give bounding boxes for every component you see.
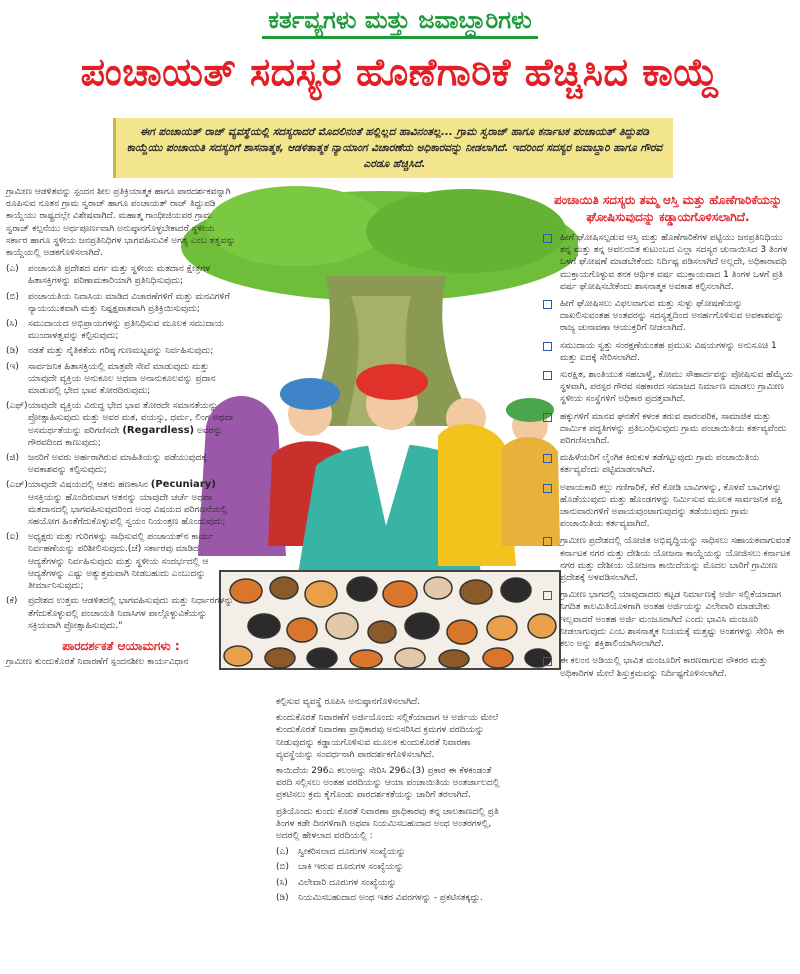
list-item: (ಜಿ) ಜನರಿಗೆ ಅವರು ಅರ್ಹರಾಗಿರುವ ಮಾಹಿತಿಯನ್ನು ಪಡೆಯುವುದಕ್ಕೆ ಅವಕಾಶವನ್ನು ಕಲ್ಪಿಸುವುದು; xyxy=(6,453,207,476)
bullet-item: ಹೀಗೆ ಘೋಷಿಸಲ್ಪಡುವ ಆಸ್ತಿ ಮತ್ತು ಹೊಣೆಗಾರಿಕೆಗಳ ಪಟ್ಟಿಯು ಜನಪ್ರತಿನಿಧಿಯು ತನ್ನ ಮತ್ತು ತನ್ನ ಅವಲಂಬಿತ ಕುಟುಂಬದ ಎಲ್ಲಾ ಸದಸ್ಯರ ಚುನಾಯಿಸಿದ 3 ತಿಂಗಳ ಒಳಗೆ ಘೋಷಣೆ ಮಾಡಬೇಕೆಂದು ನಿರ್ದಿಷ್ಟ ಪಡಿಸಲಾಗಿದೆ ಅಲ್ಲದೇ, ಅಧಿಕಾರಾವಧಿ ಮುಕ್ತಾಯಗೊಳ್ಳುವ ತನಕ ಆರ್ಥಿಕ ವರ್ಷ ಮುಕ್ತಾಯವಾದ 1 ತಿಂಗಳ ಒಳಗೆ ಪ್ರತಿ ವರ್ಷ ಘೋಷಿಸಬೇಕೆಂದು ಶಾಸನಾತ್ಮಕ ಅವಕಾಶ ಕಲ್ಪಿಸಲಾಗಿದೆ. xyxy=(543,232,793,293)
section-kicker xyxy=(0,6,800,34)
right-heading: ಪಂಚಾಯಿತಿ ಸದಸ್ಯರು ತಮ್ಮ ಆಸ್ತಿ ಮತ್ತು ಹೊಣೆಗಾರಿಕೆಯನ್ನು ಘೋಷಿಸುವುದನ್ನು ಕಡ್ಡಾಯಗೊಳಿಸಲಾಗಿದೆ. xyxy=(554,193,782,224)
middle-column xyxy=(276,696,508,907)
kicker-text: ಕರ್ತವ್ಯಗಳು ಮತ್ತು ಜವಾಬ್ದಾರಿಗಳು xyxy=(262,6,538,39)
checkbox-bullet-icon xyxy=(543,454,552,463)
lede-box: ಈಗ ಪಂಚಾಯತ್ ರಾಜ್ ವ್ಯವಸ್ಥೆಯಲ್ಲಿ ಸದಸ್ಯರಾದರೆ ಮೊದಲಿನಂತೆ ಹಲ್ಲಿಲ್ಲದ ಹಾವಿನಂತಲ್ಲ... ಗ್ರಾಮ ಸ್ವರಾಜ್ ಹಾಗೂ ಕರ್ನಾಟಕ ಪಂಚಾಯತ್ ತಿದ್ದುಪಡಿ ಕಾಯ್ದೆಯು ಪಂಚಾಯತಿ ಸದಸ್ಯರಿಗೆ ಶಾಸನಾತ್ಮಕ, ಆಡಳಿತಾತ್ಮಕ ನ್ಯಾಯಾಂಗ ವಿಚಾರಣೆಯ ಅಧಿಕಾರವನ್ನು ನೀಡಲಾಗಿದೆ. ಇದರಿಂದ ಸದಸ್ಯರ ಜವಾಬ್ದಾರಿ ಹಾಗೂ ಗೌರವ ಎರಡೂ ಹೆಚ್ಚಿಸಿದೆ. xyxy=(113,118,673,178)
list-item: (ಡಿ) ನಿಯಮಿಸಬಹುದಾದ ಅಂಥ ಇತರ ವಿವರಗಳನ್ನು - ಪ್ರಕಟಿಸತಕ್ಕದ್ದು. xyxy=(276,892,483,903)
list-item: (ಎ) ಸ್ವೀಕರಿಸಲಾದ ದೂರುಗಳ ಸಂಖ್ಯೆಯನ್ನು xyxy=(276,847,406,858)
list-item: (ಎಫ್) ಯಾವುದೇ ವ್ಯಕ್ತಿಯ ವಿರುದ್ಧ ಭೇದ ಭಾವ ತೋರದೇ ಸಮಾನತೆಯನ್ನು ಪ್ರೋತ್ಸಾಹಿಸುವುದು ಮತ್ತು ಅವರ ಮತ, ವಯಸ್ಸು, ಧರ್ಮ, ಲಿಂಗ ಅಥವಾ ಅಸಮರ್ಥತೆಯನ್ನು ಪರಿಗಣಿಸದೇ (Regardless) ಅವರನ್ನು ಗೌರವದಿಂದ ಕಾಣುವುದು; xyxy=(6,401,234,448)
left-intro: ಗ್ರಾಮೀಣ ಆಡಳಿತವನ್ನು ಸ್ಪಂದನ ಶೀಲ ಪ್ರತಿಕ್ರಿಯಾತ್ಮಕ ಹಾಗೂ ಪಾರದರ್ಶಕವನ್ನಾಗಿ ರೂಪಿಸುವ ನೂತನ ಗ್ರಾಮ ಸ್ವರಾಜ್ ಹಾಗೂ ಪಂಚಾಯತ್ ರಾಜ್ ತಿದ್ದುಪಡಿ ಕಾಯ್ದೆಯು ರಾಷ್ಟ್ರದಲ್ಲೇ ವಿಶೇಷವಾಗಿದೆ. ಮಹಾತ್ಮ ಗಾಂಧೀಜಿಯವರ ಗ್ರಾಮ ಸ್ವರಾಜ್ ಕಲ್ಪನೆಯು ಅರ್ಥಪೂರ್ಣವಾಗಿ ಅನುಷ್ಠಾನಗೊಳ್ಳಬೇಕಾದರೆ ಸ್ಥಳೀಯ ಸರ್ಕಾರ ಹಾಗೂ ಸ್ಥಳೀಯ ಜನಪ್ರತಿನಿಧಿಗಳ ಭಾಗವಹಿಸುವಿಕೆ ಅಗತ್ಯ ಎಂಬ ತತ್ವವನ್ನು ಕಾಯ್ದೆಯಲ್ಲಿ ಅಡಕಗೊಳಿಸಲಾಗಿದೆ. xyxy=(6,187,236,259)
right-column xyxy=(543,186,793,685)
checkbox-bullet-icon xyxy=(543,591,552,600)
list-item: (ಸಿ) ವಿಲೇವಾರಿ ದೂರುಗಳ ಸಂಖ್ಯೆಯನ್ನು xyxy=(276,877,397,888)
mid-paragraph: ಕುಂದುಕೊರತೆ ನಿವಾರಣೆಗೆ ಅರ್ಜಿಯೊಂದು ಸಲ್ಲಿಕೆಯಾದಾಗ ಆ ಅರ್ಜಿಯ ಮೇಲೆ ಕುಂದುಕೊರತೆ ನಿವಾರಣಾ ಪ್ರಾಧಿಕಾರವು ಅನುಸರಿಸಿದ ಕ್ರಮಗಳ ವರದಿಯನ್ನು ನೀಡುವುದನ್ನು ಕಡ್ಡಾಯಗೊಳಿಸುವ ಮೂಲಕ ಕುಂದುಕೊರತೆ ನಿವಾರಣಾ ವ್ಯವಸ್ಥೆಯನ್ನು ಸಂವರ್ಧನಾಗಿ ಪಾರದರ್ಶಕಗೊಳಿಸಲಾಗಿದೆ. xyxy=(276,713,499,760)
list-item: (ಐ) ಅಧ್ಯಕ್ಷರು ಮತ್ತು ಗುರಿಗಳನ್ನು ಸಾಧಿಸುವಲ್ಲಿ ಪಂಚಾಯತ್‌ನ ಕಾರ್ಯ ನಿರ್ವಹಣೆಯನ್ನು ಪರಿಶೀಲಿಸುವುದು.(ಜೆ) ಸರ್ಕಾರವು ಮಾಡಿದ ಆದ್ಯತೆಗಳನ್ನು ನಿರ್ವಹಿಸುವುದು ಮತ್ತು ಸ್ಥಳೀಯ ಸಂದರ್ಭದಲ್ಲಿ ಆ ಆದ್ಯತೆಗಳನ್ನು ಎಷ್ಟು ಅತ್ಯುತ್ತಮವಾಗಿ ನೀಡಬಹುದು ಎಂಬುದನ್ನು ತೀರ್ಮಾನಿಸುವುದು; xyxy=(6,532,213,592)
bullet-item: ಸಮುದಾಯ ಸ್ವತ್ತು ಸಂರಕ್ಷಣೆಯಂತಹ ಪ್ರಮುಖ ವಿಷಯಗಳನ್ನು ಅನುಸೂಚಿ 1 ಮತ್ತು ಐದಕ್ಕೆ ಸೇರಿಸಲಾಗಿದೆ. xyxy=(543,340,793,364)
checkbox-bullet-icon xyxy=(543,371,552,380)
list-item: (ಎಚ್) ಯಾವುದೇ ವಿಷಯದಲ್ಲಿ ಆತನು ಹಣಕಾಸಿನ (Pecuniary) ಆಸಕ್ತಿಯನ್ನು ಹೊಂದಿರುವಾಗ ಆತನನ್ನು ಯಾವುದೇ ಚರ್ಚೆ ಅಥವಾ ಮತದಾನದಲ್ಲಿ ಭಾಗವಹಿಸುವುದರಿಂದ ಅಂಥ ವಿಷಯದ ಪರಿಗಣನೆಯಲ್ಲಿ ಸಹಯೋಗ ಹಿಂತೆಗೆದುಕೊಳ್ಳುವಲ್ಲಿ ಸ್ವಯಂ ನಿಯಂತ್ರಣ ಹೊಂದುವುದು; xyxy=(6,479,228,528)
list-item: (ಕೆ) ಪ್ರದೇಶದ ಉತ್ತಮ ಆಡಳಿತದಲ್ಲಿ ಭಾಗವಹಿಸುವುದು ಮತ್ತು ನಿರ್ಧಾರಗಳನ್ನು ತೆಗೆದುಕೊಳ್ಳುವಲ್ಲಿ ಪಂಚಾಯತಿ ನಿವಾಸಿಗಳ ಪಾಲ್ಗೊಳ್ಳುವಿಕೆಯನ್ನು ಸಕ್ರಿಯವಾಗಿ ಪ್ರೋತ್ಸಾಹಿಸುವುದು." xyxy=(6,596,234,631)
left-column xyxy=(6,186,236,672)
bullet-item: ಅಪಾಯಕಾರಿ ಕಲ್ಲು ಗಣಿಗಾರಿಕೆ, ಕೆರೆ ಕೋಡಿ ಬಾವಿಗಳನ್ನು, ಕೊಳವೆ ಬಾವಿಗಳನ್ನು ಹೊಡೆಯುವುದು ಮತ್ತು ಹೊಂಡಗಳನ್ನು ನಿರ್ಮಿಸುವ ಮೂಲಕ ಸಾರ್ವಜನಿಕ ಪಕ್ಷಿ ಜಾನುವಾರುಗಳಿಗೆ ಅಪಾಯವುಂಟಾಗುವುದನ್ನು ತಡೆಯುವುದು ಗ್ರಾಮ ಪಂಚಾಯಿತಿಯ ಕರ್ತವ್ಯವಾಗಿದೆ. xyxy=(543,482,793,531)
bullet-item: ಈ ಕಲಂನ ಅಡಿಯಲ್ಲಿ ಭಾವಿತ ಮಂಜೂರಿಗೆ ಕಾರಣರಾಗುವ ನೌಕರರ ಮತ್ತು ಅಧಿಕಾರಿಗಳ ಮೇಲೆ ಶಿಸ್ತುಕ್ರಮವನ್ನು ನಿರ್ದಿಷ್ಟಗೊಳಿಸಲಾಗಿದೆ. xyxy=(543,655,793,679)
english-term: (Regardless) xyxy=(122,424,195,436)
checkbox-bullet-icon xyxy=(543,657,552,666)
bullet-item: ಗ್ರಾಮೀಣ ಭಾಗದಲ್ಲಿ ಯಾವುದಾದರು ಕಟ್ಟಡ ನಿರ್ಮಾಣಕ್ಕೆ ಅರ್ಜಿ ಸಲ್ಲಿಕೆಯಾದಾಗ ನಿಗದಿತ ಕಾಲಮಿತಿಯೊಳಗಾಗಿ ಅಂತಹ ಅರ್ಜಿಯನ್ನು ವಿಲೇವಾರಿ ಮಾಡಬೇಕು ಇಲ್ಲವಾದರೆ ಅಂತಹ ಅರ್ಜಿ ಮಂಜೂರಾಗಿದೆ ಎಂದು ಭಾವಿಸಿ ಮಂಜೂರಿ ನೀಡಲಾಗುವುದು ಎಂಬ ಶಾಸನಾತ್ಮಕ ನಿಯಮಕ್ಕೆ ಮತ್ತಷ್ಟು ಅಂಶಗಳನ್ನು ಸೇರಿಸಿ ಈ ಕಲಂ ಅನ್ನು ಶಕ್ತಿಶಾಲಿಯಾಗಿಸಲಾಗಿದೆ. xyxy=(543,589,793,650)
left-tail: ಗ್ರಾಮೀಣ ಕುಂದುಕೊರತೆ ನಿವಾರಣೆಗೆ ಸ್ಪಂದನಶೀಲ ಕಾರ್ಯವಿಧಾನ xyxy=(6,657,189,668)
list-item: (ಸಿ) ಸಮುದಾಯದ ಅಭಿಪ್ರಾಯಗಳನ್ನು ಪ್ರತಿನಿಧಿಸುವ ಮೂಲಕ ಸಮುದಾಯ ಮುಂದಾಳತ್ವವನ್ನು ಕಲ್ಪಿಸುವುದು; xyxy=(6,319,225,342)
transparency-subheading: ಪಾರದರ್ಶಕತೆ ಆಯಾಮಗಳು : xyxy=(62,638,180,653)
english-term: (Pecuniary) xyxy=(150,479,216,491)
checkbox-bullet-icon xyxy=(543,537,552,546)
bullet-item: ಗ್ರಾಮೀಣ ಪ್ರದೇಶದಲ್ಲಿ ಯೋಜಿತ ಅಭಿವೃದ್ಧಿಯನ್ನು ಸಾಧಿಸಲು ಸಹಾಯಕವಾಗುವಂತೆ ಕರ್ನಾಟಕ ನಗರ ಮತ್ತು ದೇಶಿಯ ಯೋಜನಾ ಕಾಯ್ದೆಯನ್ನು ಯೋಜಿಸಲು ಕರ್ನಾಟಕ ನಗರ ಮತ್ತು ದೇಶೀಯ ಯೋಜನಾ ಕಾಯಿದೆಯನ್ನು ಮೊದಲ ಬಾರಿಗೆ ಗ್ರಾಮೀಣ ಪ್ರದೇಶಕ್ಕೆ ಅಳವಡಿಸಲಾಗಿದೆ. xyxy=(543,535,793,584)
mid-paragraph: ಕಾಯಿದೆಯ 296ಎ ಕಲಂಅನ್ನು ಸೇರಿಸಿ 296ಎ(3) ಪ್ರಕಾರ ಈ ಕೆಳಕಂಡಂತೆ ವರದಿ ಸಲ್ಲಿಸಲು ಅಂತಹ ವರದಿಯನ್ನು ಆಯಾ ಪಂಚಾಯಿತಿಯ ಅಂತರ್ಜಾಲದಲ್ಲಿ ಪ್ರಕಟಿಸಲು ಕ್ರಮ ಕೈಗೊಂಡು ಪಾರದರ್ಶಕತೆಯನ್ನು ಜಾರಿಗೆ ತರಲಾಗಿದೆ. xyxy=(276,766,500,801)
bullet-item: ಸುರಕ್ಷಿತ, ಶಾಂತಿಯುತ ಸಹಬಾಳ್ವೆ, ಕೋಮು ಸೌಹಾರ್ದವನ್ನು ಪೋಷಿಸುವ ಹೆಮ್ಮೆಯ ಸ್ಥಳವಾಗಿ, ಪರಸ್ಪರ ಗೌರವ ಸಹಕಾರದ ಸಮಾಜದ ನಿರ್ಮಾಣ ಮಾಡಲು ಗ್ರಾಮೀಣ ಸ್ಥಳೀಯ ಸಂಸ್ಥೆಗಳಿಗೆ ಅಧಿಕಾರ ಪ್ರದತ್ತವಾಗಿದೆ. xyxy=(543,369,793,406)
bullet-item: ಹಕ್ಕುಗಳಿಗೆ ಮಾನವ ಘನತೆಗೆ ಕಳಂಕ ತರುವ ಪಾರಂಪರಿಕ, ಸಾಮಾಜಿಕ ಮತ್ತು ದಾರ್ಮಿಕ ಪದ್ಧತಿಗಳನ್ನು ಪ್ರತಿಬಂಧಿಸುವುದು ಗ್ರಾಮ ಪಂಚಾಯಿತಿಯ ಕರ್ತವ್ಯವೆಂದು ಪರಿಗಣಿಸಲಾಗಿದೆ. xyxy=(543,411,793,448)
bullet-item: ಮಹಿಳೆಯರಿಗೆ ಲೈಂಗಿಕ ಕಿರುಕುಳ ತಡೆಗಟ್ಟುವುದು ಗ್ರಾಮ ಪಂಚಾಯಿತಿಯ ಕರ್ತವ್ಯವೆಂದು ಪಟ್ಟಿಮಾಡಲಾಗಿದೆ. xyxy=(543,452,793,476)
checkbox-bullet-icon xyxy=(543,234,552,243)
list-item: (ಡಿ) ನಡತೆ ಮತ್ತು ನೈತಿಕತೆಯ ಗರಿಷ್ಠ ಗುಣಮಟ್ಟವನ್ನು ನಿರ್ವಹಿಸುವುದು; xyxy=(6,346,214,357)
mid-paragraph: ಪ್ರತಿಯೊಂದು ಕುಂದು ಕೊರತೆ ನಿವಾರಣಾ ಪ್ರಾಧಿಕಾರವು ತನ್ನ ಜಾಲತಾಣದಲ್ಲಿ ಪ್ರತಿ ತಿಂಗಳ ಕಡೇ ದಿನಗಳಿಗಾಗಿ ಅಥವಾ ನಿಯಮಿಸಬಹುದಾದ ಅಂಥ ಅಂತರಗಳಲ್ಲಿ, ಅದರಲ್ಲಿ ಹೇಳಲಾದ ವರದಿಯಲ್ಲಿ : xyxy=(276,806,499,842)
checkbox-bullet-icon xyxy=(543,342,552,351)
list-item: (ಇ) ಸಾರ್ವಜನಿಕ ಹಿತಾಸಕ್ತಿಯಲ್ಲಿ ಮಾತ್ರವೇ ಸೇವೆ ಮಾಡುವುದು ಮತ್ತು ಯಾವುದೇ ವ್ಯಕ್ತಿಯ ಅನುಕೂಲ ಅಥವಾ ಅನಾನುಕೂಲವನ್ನು ಪ್ರದಾನ ಮಾಡುವಲ್ಲಿ ಭೇದ ಭಾವ ತೋರದಿರುವುದು; xyxy=(6,361,216,397)
checkbox-bullet-icon xyxy=(543,413,552,422)
list-item: (ಬಿ) ಬಾಕಿ ಇರುವ ದೂರುಗಳ ಸಂಖ್ಯೆಯನ್ನು xyxy=(276,862,404,873)
checkbox-bullet-icon xyxy=(543,300,552,309)
headline: ಪಂಚಾಯತ್ ಸದಸ್ಯರ ಹೊಣೆಗಾರಿಕೆ ಹೆಚ್ಚಿಸಿದ ಕಾಯ್ದೆ xyxy=(80,50,720,94)
list-item: (ಬಿ) ಪಂಚಾಯತಿಯ ನಿವಾಸಿಯ ಮಾಡಿದ ವಿಚಾರಣೆಗಳಿಗೆ ಮತ್ತು ಮನವಿಗಳಿಗೆ ನ್ಯಾಯಯುತವಾಗಿ ಮತ್ತು ನಿಷ್ಪಕ್ಷಪಾತವಾಗಿ ಪ್ರತಿಕ್ರಿಯಿಸುವುದು; xyxy=(6,291,230,314)
mid-paragraph: ಕಲ್ಪಿಸುವ ವ್ಯವಸ್ಥೆ ರೂಪಿಸಿ ಅನುಷ್ಠಾನಗೊಳಿಸಲಾಗಿದೆ. xyxy=(276,697,421,707)
checkbox-bullet-icon xyxy=(543,484,552,493)
list-item: (ಎ) ಪಂಚಾಯತಿ ಪ್ರದೇಶದ ವರ್ಗ ಮತ್ತು ಸ್ಥಳೀಯ ಮತದಾನ ಕ್ಷೇತ್ರಗಳ ಹಿತಾಸಕ್ತಿಗಳನ್ನು ಪರಿಣಾಮಕಾರಿಯಾಗಿ ಪ್ರತಿನಿಧಿಸುವುದು; xyxy=(6,264,211,287)
panchayat-illustration xyxy=(176,186,578,684)
bullet-item: ಹೀಗೆ ಘೋಷಿಸಲು ವಿಫಲವಾಗುವ ಮತ್ತು ಸುಳ್ಳು ಘೋಷಣೆಯನ್ನು ದಾಖಲಿಸುವಂತಹ ಅಂತವರನ್ನು ಸದಸ್ಯತ್ವದಿಂದ ಅನರ್ಹಗೊಳಿಸುವ ಅವಕಾಶವನ್ನು ರಾಜ್ಯ ಚುನಾವಣಾ ಆಯುಕ್ತರಿಗೆ ನೀಡಲಾಗಿದೆ. xyxy=(543,298,793,335)
